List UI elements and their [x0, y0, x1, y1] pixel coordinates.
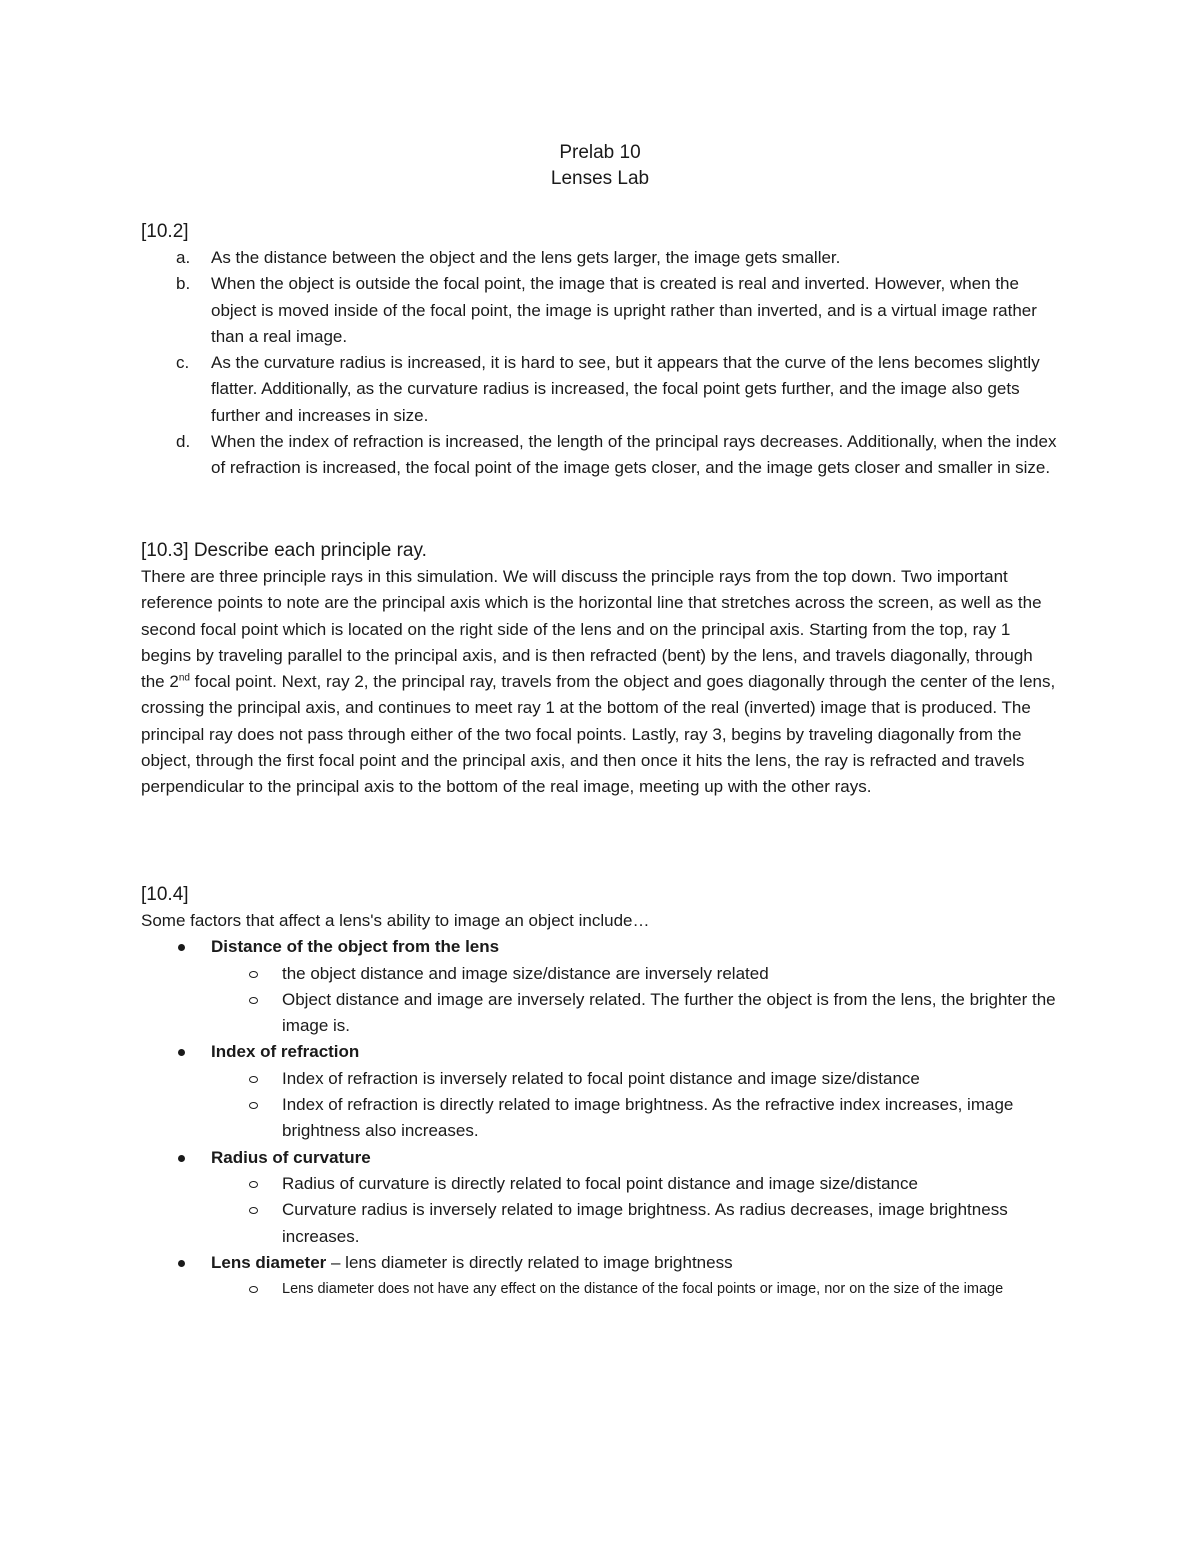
list-item-text: When the index of refraction is increased, the length of the principal rays decreases. Additionally, when the index of refraction is increased, the focal point of the image gets closer, and the image gets closer and smaller in size.: [211, 432, 1057, 478]
sub-item-text: Index of refraction is inversely related to focal point distance and image size/distance: [282, 1068, 920, 1088]
section-10-4-intro: Some factors that affect a lens's ability to image an object include…: [141, 911, 650, 930]
sub-item: [211, 987, 1061, 1040]
circle-bullet-icon: [249, 971, 258, 978]
bullet-icon: [178, 1260, 185, 1267]
sub-item-text: the object distance and image size/distance are inversely related: [282, 963, 769, 983]
factor-suffix: – lens diameter is directly related to image brightness: [326, 1252, 733, 1272]
factor-item: [141, 934, 1061, 1039]
circle-bullet-icon: [249, 1207, 258, 1214]
circle-bullet-icon: [249, 1076, 258, 1083]
title-block: [0, 140, 1200, 192]
bullet-icon: [178, 1049, 185, 1056]
list-item: [141, 271, 1061, 350]
factor-label: Index of refraction: [211, 1042, 360, 1062]
section-10-3-heading: [10.3] Describe each principle ray.: [141, 540, 427, 561]
document-title: Prelab 10: [559, 142, 641, 163]
paragraph-text-part: focal point. Next, ray 2, the principal ray, travels from the object and goes diagonally through the center of the lens, crossing the principal axis, and continues to meet ray 1 at the bottom of the real (inverted) image that is produced. The principal ray does not pass through either of the two focal points. Lastly, ray 3, begins by traveling diagonally from the object, through the first focal point and the principal axis, and then once it hits the lens, the ray is refracted and travels perpendicular to the principal axis to the bottom of the real image, meeting up with the other rays.: [141, 672, 1056, 797]
sub-item: [211, 1197, 1061, 1250]
section-10-3-paragraph: [141, 564, 1061, 801]
list-item: [141, 245, 1061, 271]
factor-sublist: [211, 961, 1061, 1040]
factor-item: [141, 1039, 1061, 1144]
section-10-4-heading: [10.4]: [141, 884, 189, 905]
circle-bullet-icon: [249, 1286, 258, 1293]
sub-item-text: Object distance and image are inversely related. The further the object is from the lens, the brighter the image is.: [282, 989, 1056, 1036]
ordinal-superscript: nd: [178, 672, 190, 684]
sub-item: [211, 1276, 1061, 1302]
factor-label: Distance of the object from the lens: [211, 937, 500, 957]
list-item: [141, 350, 1061, 429]
circle-bullet-icon: [249, 1102, 258, 1109]
factor-item: [141, 1145, 1061, 1250]
document-subtitle: Lenses Lab: [550, 168, 650, 189]
sub-item-text: Curvature radius is inversely related to image brightness. As radius decreases, image brightness increases.: [282, 1200, 1008, 1246]
sub-item-text: Lens diameter does not have any effect on the distance of the focal points or image, nor on the size of the image: [282, 1281, 1004, 1298]
factor-label: Radius of curvature: [211, 1147, 371, 1167]
sub-item: [211, 1092, 1061, 1145]
section-10-4: [141, 881, 1061, 1302]
sub-item: [211, 1171, 1061, 1197]
factor-sublist: [211, 1171, 1061, 1250]
sub-item: [211, 1066, 1061, 1092]
list-marker: a.: [176, 248, 191, 267]
factor-label: Lens diameter: [211, 1252, 327, 1272]
list-marker: b.: [176, 274, 191, 294]
list-item-text: As the curvature radius is increased, it is hard to see, but it appears that the curve of the lens becomes slightly flatter. Additionally, as the curvature radius is increased, the focal point gets further, and the image also gets further and increases in size.: [211, 353, 1040, 425]
sub-item-text: Index of refraction is directly related to image brightness. As the refractive index increases, image brightness also increases.: [282, 1095, 1014, 1141]
factor-item: [141, 1250, 1061, 1303]
sub-item: [211, 961, 1061, 987]
circle-bullet-icon: [249, 997, 258, 1004]
list-marker: d.: [176, 432, 191, 452]
list-item-text: When the object is outside the focal point, the image that is created is real and inverted. However, when the object is moved inside of the focal point, the image is upright rather than inverted, and is a virtual image rather than a real image.: [211, 274, 1037, 346]
sub-item-text: Radius of curvature is directly related to focal point distance and image size/distance: [282, 1173, 918, 1193]
list-item: [141, 429, 1061, 482]
list-item-text: As the distance between the object and the lens gets larger, the image gets smaller.: [211, 248, 841, 267]
factor-sublist: [211, 1066, 1061, 1145]
bullet-icon: [178, 1155, 185, 1162]
circle-bullet-icon: [249, 1181, 258, 1188]
factor-sublist: [211, 1276, 1061, 1302]
section-10-3: [141, 537, 1061, 801]
paragraph-text-part: There are three principle rays in this simulation. We will discuss the principle rays from the top down. Two important reference points to note are the principal axis which is the horizontal line that stretches across the screen, as well as the second focal point which is located on the right side of the lens and on the principal axis. Starting from the top, ray 1 begins by traveling parallel to the principal axis, and is then refracted (bent) by the lens, and travels diagonally, through the 2: [141, 567, 1042, 692]
bullet-icon: [178, 944, 185, 951]
factor-list: [141, 934, 1061, 1302]
section-10-2: [141, 218, 1061, 482]
list-marker: c.: [176, 353, 190, 373]
section-10-2-heading: [10.2]: [141, 221, 189, 242]
section-10-2-list: [141, 245, 1061, 482]
